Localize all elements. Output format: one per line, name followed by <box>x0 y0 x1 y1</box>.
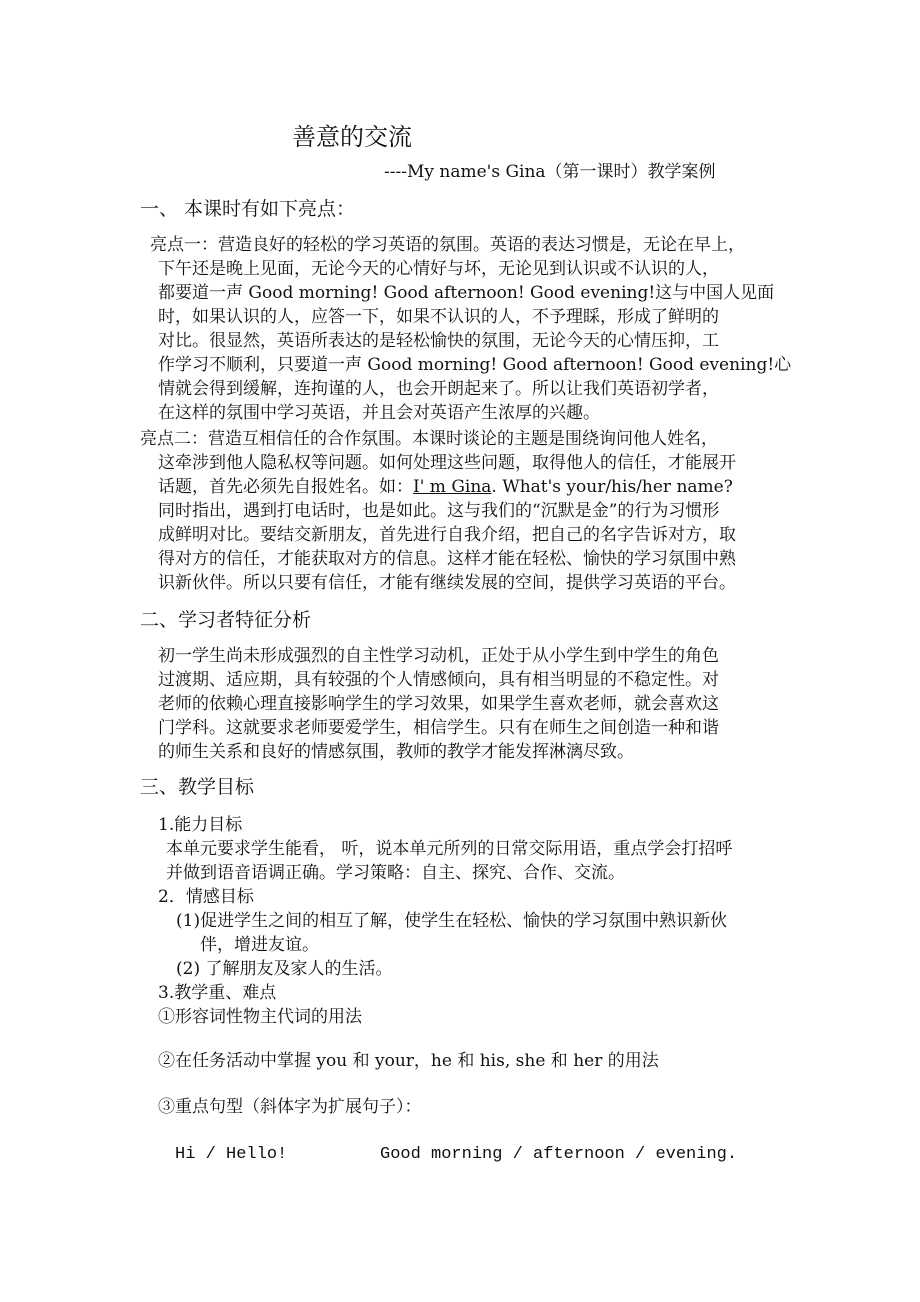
key-points-title: 3.教学重、难点 <box>158 983 277 1003</box>
highlight-2-line <box>158 475 733 499</box>
section-heading-highlights: 一、 本课时有如下亮点： <box>140 198 356 220</box>
highlight-2-line: 得对方的信任，才能获取对方的信息。这样才能在轻松、愉快的学习氛围中熟 <box>158 549 736 569</box>
key-point-item: ③重点句型（斜体字为扩展句子）： <box>158 1097 422 1117</box>
emotion-goal-item: (2) 了解朋友及家人的生活。 <box>176 959 393 979</box>
learner-analysis-line: 老师的依赖心理直接影响学生的学习效果，如果学生喜欢老师，就会喜欢这 <box>158 694 719 714</box>
highlight-2-text: . What's your/his/her name? <box>491 477 733 497</box>
highlight-2-line: 这牵涉到他人隐私权等问题。如何处理这些问题，取得他人的信任，才能展开 <box>158 453 736 473</box>
emotion-goal-item: 伴，增进友谊。 <box>200 935 319 955</box>
highlight-1-line: 亮点一：营造良好的轻松的学习英语的氛围。英语的表达习惯是，无论在早上， <box>150 235 745 255</box>
sentence-pattern: Good morning / afternoon / evening. <box>380 1145 738 1164</box>
highlight-1-line: 在这样的氛围中学习英语，并且会对英语产生浓厚的兴趣。 <box>158 403 600 423</box>
ability-goal-line: 并做到语音语调正确。学习策略：自主、探究、合作、交流。 <box>166 863 625 883</box>
highlight-1-line: 情就会得到缓解，连拘谨的人，也会开朗起来了。所以让我们英语初学者， <box>158 379 719 399</box>
highlight-1-line: 都要道一声 Good morning! Good afternoon! Good evening!这与中国人见面 <box>158 283 775 303</box>
highlight-2-text: 话题，首先必须先自报姓名。如： <box>158 477 413 497</box>
learner-analysis-line: 过渡期、适应期，具有较强的个人情感倾向，具有相当明显的不稳定性。对 <box>158 670 719 690</box>
highlight-1-line: 下午还是晚上见面，无论今天的心情好与坏，无论见到认识或不认识的人， <box>158 259 719 279</box>
section-heading-learner-analysis: 二、学习者特征分析 <box>140 609 312 631</box>
sentence-pattern: Hi / Hello! <box>175 1145 288 1164</box>
learner-analysis-line: 门学科。这就要求老师要爱学生，相信学生。只有在师生之间创造一种和谐 <box>158 718 719 738</box>
ability-goal-line: 本单元要求学生能看， 听，说本单元所列的日常交际用语，重点学会打招呼 <box>166 839 733 859</box>
emotion-goal-title: 2．情感目标 <box>158 887 254 907</box>
emotion-goal-item: (1)促进学生之间的相互了解，使学生在轻松、愉快的学习氛围中熟识新伙 <box>176 911 728 931</box>
highlight-2-line: 识新伙伴。所以只要有信任，才能有继续发展的空间，提供学习英语的平台。 <box>158 573 736 593</box>
section-heading-teaching-goals: 三、教学目标 <box>140 776 255 798</box>
highlight-1-line: 对比。很显然，英语所表达的是轻松愉快的氛围，无论今天的心情压抑，工 <box>158 331 719 351</box>
ability-goal-title: 1.能力目标 <box>158 815 243 835</box>
learner-analysis-line: 初一学生尚未形成强烈的自主性学习动机，正处于从小学生到中学生的角色 <box>158 646 719 666</box>
key-point-item: ①形容词性物主代词的用法 <box>158 1007 362 1027</box>
highlight-2-line: 同时指出，遇到打电话时，也是如此。这与我们的“沉默是金”的行为习惯形 <box>158 501 720 521</box>
highlight-1-line: 时，如果认识的人，应答一下，如果不认识的人，不予理睬，形成了鲜明的 <box>158 307 719 327</box>
highlight-2-line: 成鲜明对比。要结交新朋友，首先进行自我介绍，把自己的名字告诉对方，取 <box>158 525 736 545</box>
key-point-item: ②在任务活动中掌握 you 和 your，he 和 his, she 和 her 的用法 <box>158 1051 659 1071</box>
doc-title: 善意的交流 <box>292 123 412 151</box>
learner-analysis-line: 的师生关系和良好的情感氛围，教师的教学才能发挥淋漓尽致。 <box>158 742 634 762</box>
example-name-underlined: I' m Gina <box>413 477 492 497</box>
doc-subtitle: ----My name's Gina（第一课时）教学案例 <box>384 162 716 182</box>
highlight-2-line: 亮点二：营造互相信任的合作氛围。本课时谈论的主题是围绕询问他人姓名， <box>140 429 718 449</box>
highlight-1-line: 作学习不顺利，只要道一声 Good morning! Good afternoon! Good evening!心 <box>158 355 792 375</box>
